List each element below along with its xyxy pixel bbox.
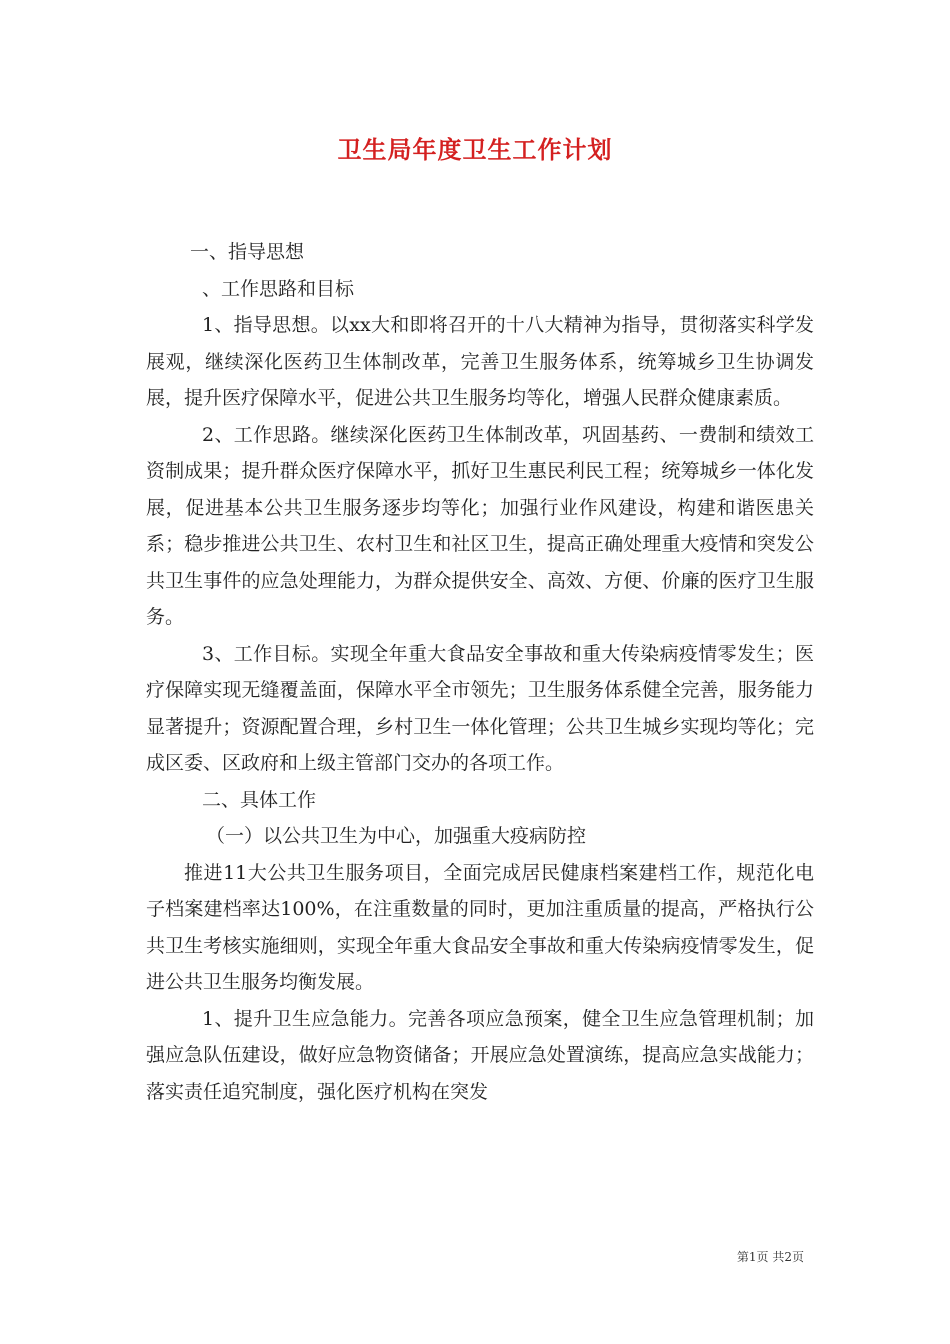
paragraph: 1、提升卫生应急能力。完善各项应急预案，健全卫生应急管理机制；加强应急队伍建设，做好应急物资储备；开展应急处置演练，提高应急实战能力；落实责任追究制度，强化医疗机构在突发 (146, 1007, 814, 1103)
subsection-heading: （一）以公共卫生为中心，加强重大疫病防控 (206, 825, 587, 847)
subsection-heading: 、工作思路和目标 (202, 277, 355, 300)
paragraph: 1、指导思想。以xx大和即将召开的十八大精神为指导，贯彻落实科学发展观，继续深化医药卫生体制改革，完善卫生服务体系，统筹城乡卫生协调发展，提升医疗保障水平，促进公共卫生服务均等化，增强人民群众健康素质。 (146, 314, 814, 409)
page-number: 第1页 共2页 (736, 1250, 804, 1264)
document-body (146, 234, 814, 1110)
section-heading: 一、指导思想 (190, 241, 305, 263)
paragraph: 推进11大公共卫生服务项目，全面完成居民健康档案建档工作，规范化电子档案建档率达100%，在注重数量的同时，更加注重质量的提高，严格执行公共卫生考核实施细则，实现全年重大食品安全事故和重大传染病疫情零发生，促进公共卫生服务均衡发展。 (146, 861, 814, 993)
section-heading: 二、具体工作 (202, 788, 317, 811)
document-title: 卫生局年度卫生工作计划 (337, 135, 613, 164)
paragraph: 2、工作思路。继续深化医药卫生体制改革，巩固基药、一费制和绩效工资制成果；提升群众医疗保障水平，抓好卫生惠民利民工程；统筹城乡一体化发展，促进基本公共卫生服务逐步均等化；加强行业作风建设，构建和谐医患关系；稳步推进公共卫生、农村卫生和社区卫生，提高正确处理重大疫情和突发公共卫生事件的应急处理能力，为群众提供安全、高效、方便、价廉的医疗卫生服务。 (146, 423, 814, 628)
paragraph: 3、工作目标。实现全年重大食品安全事故和重大传染病疫情零发生；医疗保障实现无缝覆盖面，保障水平全市领先；卫生服务体系健全完善，服务能力显著提升；资源配置合理，乡村卫生一体化管理；公共卫生城乡实现均等化；完成区委、区政府和上级主管部门交办的各项工作。 (146, 642, 814, 774)
